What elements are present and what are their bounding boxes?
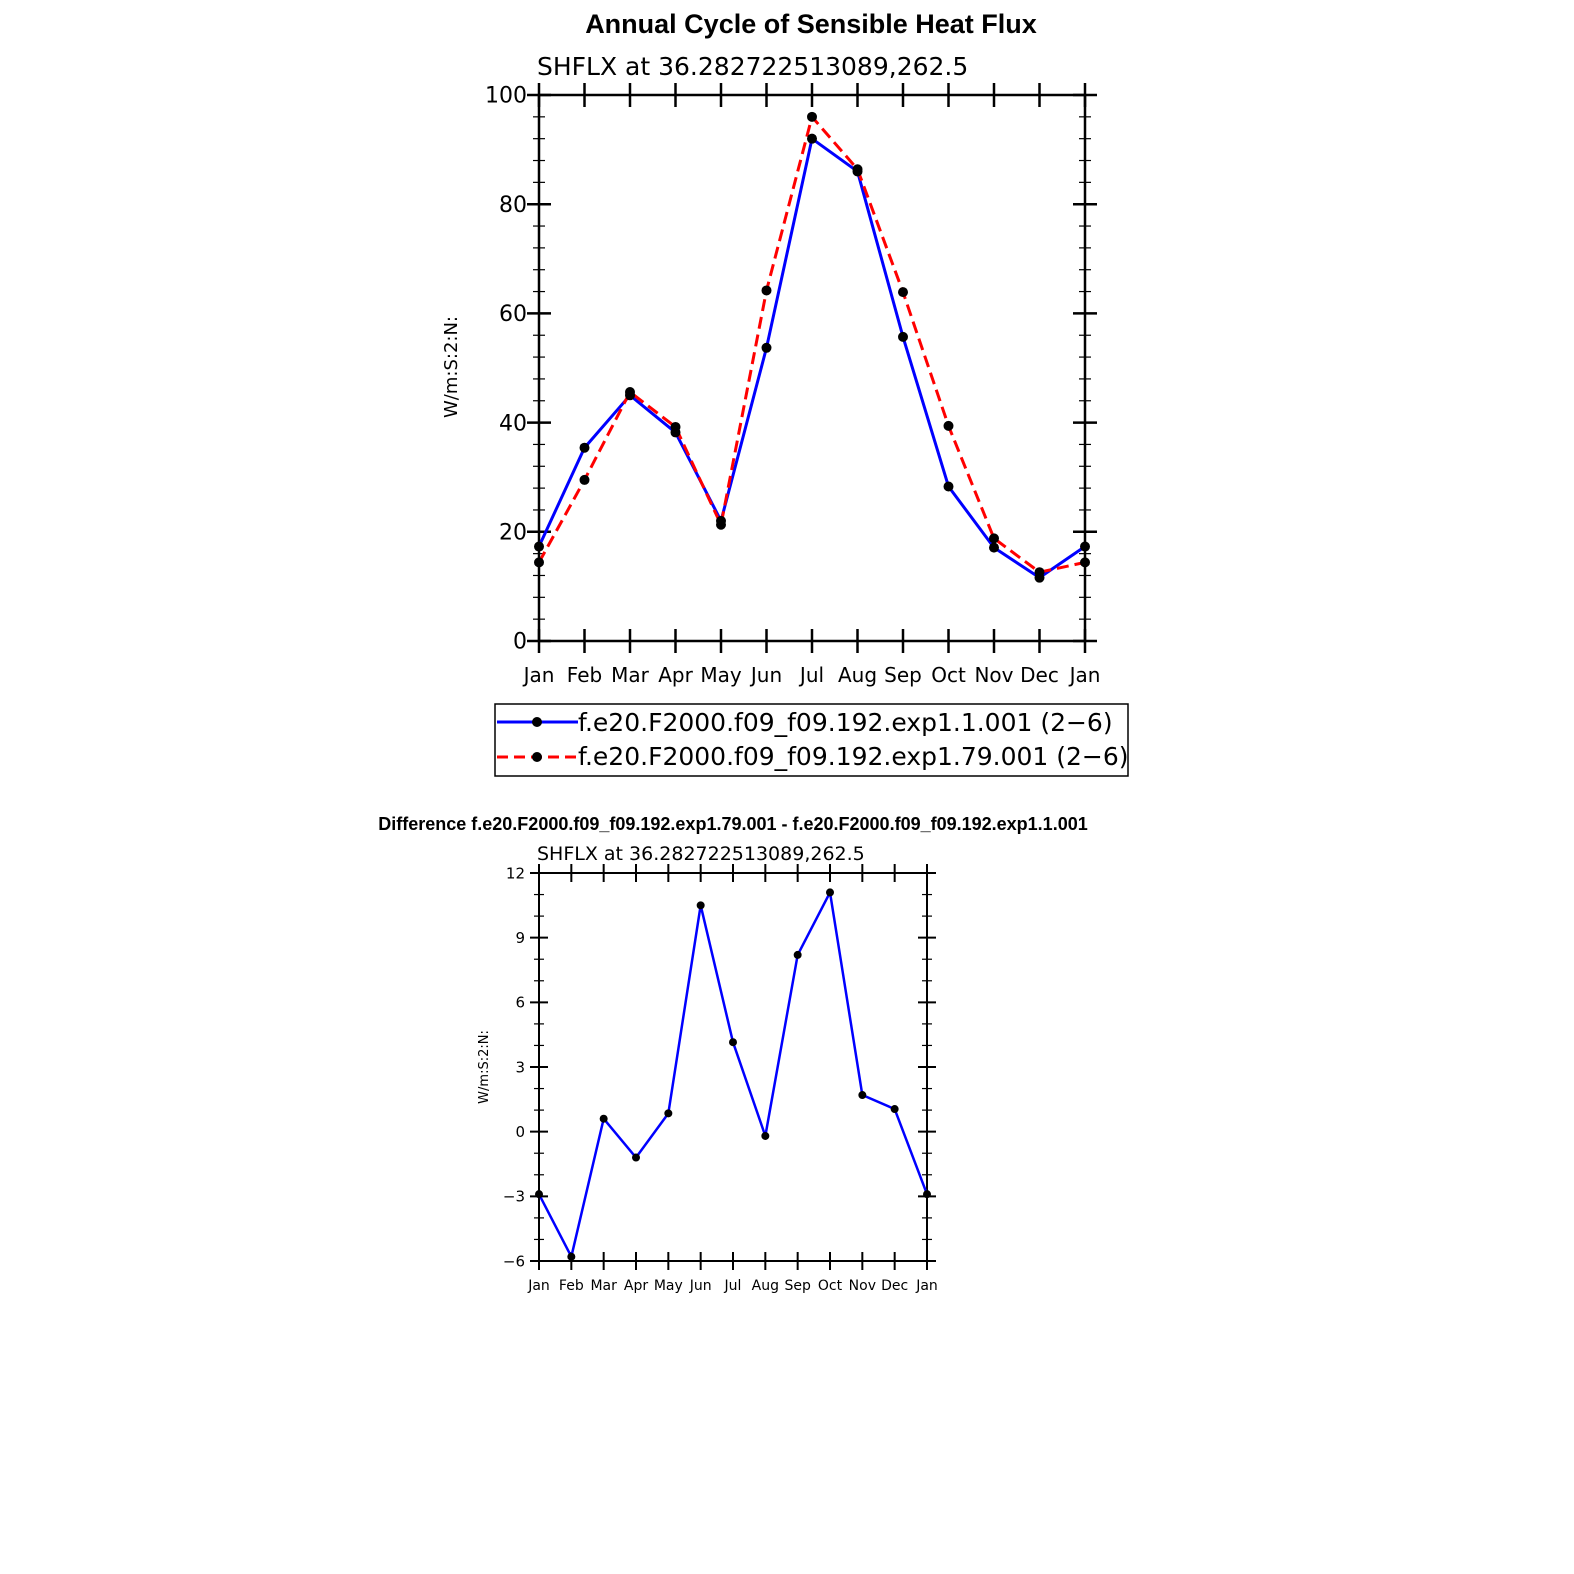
chart1-series-2-point bbox=[1080, 557, 1090, 567]
chart2-series-1-point bbox=[600, 1115, 608, 1123]
chart2-ytick-label: 0 bbox=[515, 1122, 525, 1141]
chart1-ytick-label: 60 bbox=[499, 302, 527, 328]
chart1-series-2-point bbox=[989, 533, 999, 543]
difference-chart bbox=[378, 814, 1087, 1294]
chart2-frame bbox=[539, 873, 927, 1261]
chart1-ytick-label: 80 bbox=[499, 192, 527, 218]
chart2-xtick-label: Apr bbox=[623, 1278, 649, 1294]
chart1-series-2-point bbox=[944, 421, 954, 431]
legend-marker-series1 bbox=[532, 717, 542, 727]
chart1-series-1-point bbox=[580, 443, 590, 453]
legend-label-series2: f.e20.F2000.f09_f09.192.exp1.79.001 (2−6) bbox=[578, 742, 1129, 771]
chart2-ytick-label: 6 bbox=[515, 993, 525, 1012]
chart1-xtick-label: Jan bbox=[1069, 663, 1101, 687]
chart1-xtick-label: Mar bbox=[611, 663, 649, 687]
chart2-ytick-label: 9 bbox=[515, 928, 525, 947]
chart2-ytick-label: 12 bbox=[505, 864, 525, 883]
chart1-series-1-point bbox=[1080, 542, 1090, 552]
chart2-ytick-label: −6 bbox=[502, 1252, 525, 1271]
chart1-plot-area bbox=[534, 112, 1090, 583]
chart2-series-1-point bbox=[794, 951, 802, 959]
chart1-series-1-point bbox=[944, 481, 954, 491]
chart1-title: Annual Cycle of Sensible Heat Flux bbox=[585, 9, 1037, 39]
chart2-xtick-label: Mar bbox=[590, 1278, 617, 1294]
chart2-subtitle: SHFLX at 36.282722513089,262.5 bbox=[537, 843, 865, 865]
chart2-xtick-label: Jun bbox=[689, 1278, 712, 1294]
chart1-series-2-point bbox=[807, 112, 817, 122]
chart1-series-1-point bbox=[534, 542, 544, 552]
chart1-xtick-label: Jul bbox=[799, 663, 825, 687]
chart2-plot-area bbox=[535, 888, 931, 1260]
chart2-series-1-point bbox=[664, 1109, 672, 1117]
chart2-xtick-label: Sep bbox=[784, 1278, 811, 1294]
annual-cycle-chart bbox=[441, 9, 1100, 687]
chart1-xtick-label: Aug bbox=[837, 663, 878, 687]
chart1-frame bbox=[539, 95, 1085, 641]
chart2-xtick-label: Feb bbox=[558, 1278, 584, 1294]
chart1-legend bbox=[495, 704, 1129, 776]
chart2-xtick-label: Aug bbox=[751, 1278, 780, 1294]
chart1-series-2-point bbox=[853, 164, 863, 174]
chart2-ytick-label: 3 bbox=[515, 1058, 525, 1077]
chart2-series-1-point bbox=[535, 1190, 543, 1198]
chart1-series-2-line bbox=[539, 117, 1085, 572]
chart1-series-1-point bbox=[898, 332, 908, 342]
chart1-series-2-point bbox=[534, 557, 544, 567]
chart2-ylabel: W/m:S:2:N: bbox=[477, 1030, 492, 1104]
legend-label-series1: f.e20.F2000.f09_f09.192.exp1.1.001 (2−6) bbox=[578, 708, 1113, 737]
chart2-series-1-point bbox=[697, 901, 705, 909]
chart1-ytick-label: 0 bbox=[513, 629, 527, 655]
chart1-axes bbox=[485, 83, 1100, 687]
chart2-xtick-label: Jan bbox=[528, 1278, 550, 1294]
chart2-series-1-line bbox=[539, 892, 927, 1256]
chart2-title: Difference f.e20.F2000.f09_f09.192.exp1.79.001 - f.e20.F2000.f09_f09.192.exp1.1.001 bbox=[378, 814, 1088, 834]
chart1-series-2-point bbox=[625, 387, 635, 397]
chart1-series-2-point bbox=[580, 475, 590, 485]
chart2-series-1-point bbox=[858, 1091, 866, 1099]
chart1-subtitle: SHFLX at 36.282722513089,262.5 bbox=[537, 52, 969, 81]
chart1-xtick-label: Nov bbox=[974, 663, 1014, 687]
chart2-xtick-label: Dec bbox=[881, 1278, 909, 1294]
chart2-series-1-point bbox=[632, 1154, 640, 1162]
chart1-ytick-label: 20 bbox=[499, 520, 527, 546]
chart2-series-1-point bbox=[826, 888, 834, 896]
chart1-series-1-point bbox=[989, 543, 999, 553]
chart2-ytick-label: −3 bbox=[502, 1187, 525, 1206]
chart1-xtick-label: Oct bbox=[931, 663, 966, 687]
legend-marker-series2 bbox=[532, 752, 542, 762]
chart2-series-1-point bbox=[923, 1190, 931, 1198]
chart1-xtick-label: Jan bbox=[523, 663, 555, 687]
chart1-xtick-label: Feb bbox=[566, 663, 603, 687]
chart2-xtick-label: May bbox=[653, 1278, 683, 1294]
chart2-xtick-label: Nov bbox=[848, 1278, 876, 1294]
chart2-xtick-label: Oct bbox=[817, 1278, 843, 1294]
chart1-xtick-label: May bbox=[700, 663, 742, 687]
chart2-axes bbox=[503, 864, 938, 1294]
chart2-xtick-label: Jan bbox=[916, 1278, 938, 1294]
chart1-series-2-point bbox=[716, 520, 726, 530]
chart1-series-1-point bbox=[807, 134, 817, 144]
chart1-xtick-label: Dec bbox=[1020, 663, 1059, 687]
chart1-ylabel: W/m:S:2:N: bbox=[441, 316, 462, 418]
chart1-xtick-label: Apr bbox=[658, 663, 693, 687]
chart1-xtick-label: Jun bbox=[750, 663, 783, 687]
chart2-series-1-point bbox=[891, 1105, 899, 1113]
chart2-series-1-point bbox=[761, 1132, 769, 1140]
chart1-series-1-point bbox=[762, 343, 772, 353]
chart1-series-2-point bbox=[898, 287, 908, 297]
chart1-series-2-point bbox=[762, 285, 772, 295]
chart2-series-1-point bbox=[567, 1253, 575, 1261]
chart1-series-2-point bbox=[1035, 567, 1045, 577]
chart1-ytick-label: 100 bbox=[485, 83, 527, 109]
chart1-ytick-label: 40 bbox=[499, 411, 527, 437]
chart1-series-1-line bbox=[539, 139, 1085, 578]
chart2-series-1-point bbox=[729, 1038, 737, 1046]
chart1-xtick-label: Sep bbox=[884, 663, 922, 687]
chart1-series-2-point bbox=[671, 422, 681, 432]
chart2-xtick-label: Jul bbox=[724, 1278, 742, 1294]
